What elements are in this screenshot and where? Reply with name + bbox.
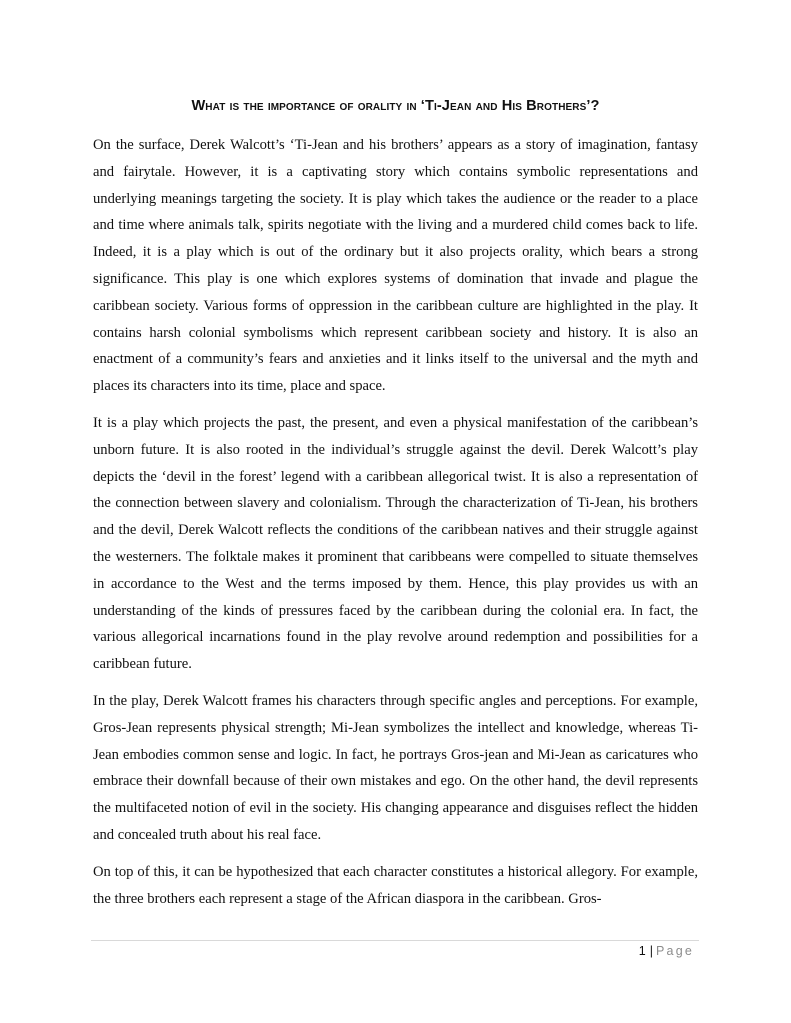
footer-separator: | <box>649 944 653 958</box>
paragraph: On the surface, Derek Walcott’s ‘Ti-Jean and his brothers’ appears as a story of imagination, fantasy and fairytale. However, it is a captivating story which contains symbolic representations and underlying meanings targeting the society. It is play which takes the audience or the reader to a place and time where animals talk, spirits negotiate with the living and a murdered child comes back to life. Indeed, it is a play which is out of the ordinary but it also projects orality, which bears a strong significance. This play is one which explores systems of domination that invade and plague the caribbean society. Various forms of oppression in the caribbean culture are highlighted in the play. It contains harsh colonial symbolisms which represent caribbean society and history. It is also an enactment of a community’s fears and anxieties and it links itself to the universal and the myth and places its characters into its time, place and space. <box>93 137 698 395</box>
page-label: Page <box>656 944 694 958</box>
paragraph: It is a play which projects the past, the present, and even a physical manifestation of the caribbean’s unborn future. It is also rooted in the individual’s struggle against the devil. Derek Walcott’s play depicts the ‘devil in the forest’ legend with a caribbean allegorical twist. It is also a representation of the connection between slavery and colonialism. Through the characterization of Ti-Jean, his brothers and the devil, Derek Walcott reflects the conditions of the caribbean natives and their struggle against the westerners. The folktale makes it prominent that caribbeans were compelled to situate themselves in accordance to the West and the terms imposed by them. Hence, this play provides us with an understanding of the kinds of pressures faced by the caribbean during the colonial era. In fact, the various allegorical incarnations found in the play revolve around redemption and possibilities for a caribbean future. <box>93 414 698 673</box>
paragraph: In the play, Derek Walcott frames his characters through specific angles and perceptions. For example, Gros-Jean represents physical strength; Mi-Jean symbolizes the intellect and knowledge, whereas Ti-Jean embodies common sense and logic. In fact, he portrays Gros-jean and Mi-Jean as caricatures who embrace their downfall because of their own mistakes and ego. On the other hand, the devil represents the multifaceted notion of evil in the society. His changing appearance and disguises reflect the hidden and concealed truth about his real face. <box>93 692 698 843</box>
footer-divider <box>91 940 699 941</box>
document-body <box>93 132 698 922</box>
paragraph: On top of this, it can be hypothesized that each character constitutes a historical allegory. For example, the three brothers each represent a stage of the African diaspora in the caribbean. Gros- <box>93 863 698 907</box>
document-title: What is the importance of orality in ‘Ti-Jean and His Brothers’? <box>191 98 600 114</box>
page-number: 1 <box>638 944 646 958</box>
page-footer <box>639 943 694 959</box>
